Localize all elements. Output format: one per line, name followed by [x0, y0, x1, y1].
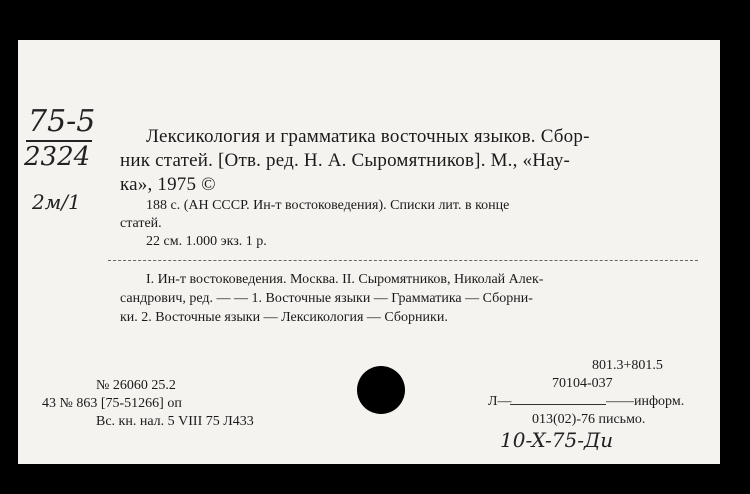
classification-index: 801.3+801.5 [592, 358, 663, 373]
catalog-card [18, 40, 720, 464]
publisher-code: 70104-037 [552, 376, 613, 391]
handwritten-mark: 2м/1 [32, 190, 81, 214]
entry-line-3: ка», 1975 © [120, 174, 216, 195]
publisher-line-4: 013(02)-76 письмо. [532, 412, 646, 427]
tracings-line-1: I. Ин-т востоковедения. Москва. II. Сыромятников, Николай Алек- [146, 272, 544, 287]
punch-hole [357, 366, 405, 414]
footer-left-line-2: 43 № 863 [75-51266] оп [42, 396, 182, 411]
separator-rule [108, 260, 698, 262]
publisher-line-left: Л— [488, 394, 512, 409]
entry-line-1: Лексикология и грамматика восточных языков. Сбор- [146, 126, 590, 147]
shelf-mark: 75-5 [28, 104, 96, 139]
tracings-line-2: сандрович, ред. — — 1. Восточные языки — Грамматика — Сборни- [120, 291, 533, 306]
publisher-line-rule [510, 404, 606, 406]
footer-left-line-1: № 26060 25.2 [96, 378, 176, 393]
entry-line-2: ник статей. [Отв. ред. Н. А. Сыромятников]. М., «Нау- [120, 150, 571, 171]
publisher-line-right: ——информ. [606, 394, 685, 409]
handwritten-date: 10-X-75-Ди [500, 428, 614, 452]
footer-left-line-3: Вс. кн. нал. 5 VIII 75 Л433 [96, 414, 254, 429]
tracings-line-3: ки. 2. Восточные языки — Лексикология — Сборники. [120, 310, 448, 325]
entry-line-4: 188 с. (АН СССР. Ин-т востоковедения). Списки лит. в конце [146, 198, 510, 213]
entry-line-6: 22 см. 1.000 экз. 1 р. [146, 234, 267, 249]
entry-line-5: статей. [120, 216, 162, 231]
accession-number: 2324 [24, 142, 91, 172]
